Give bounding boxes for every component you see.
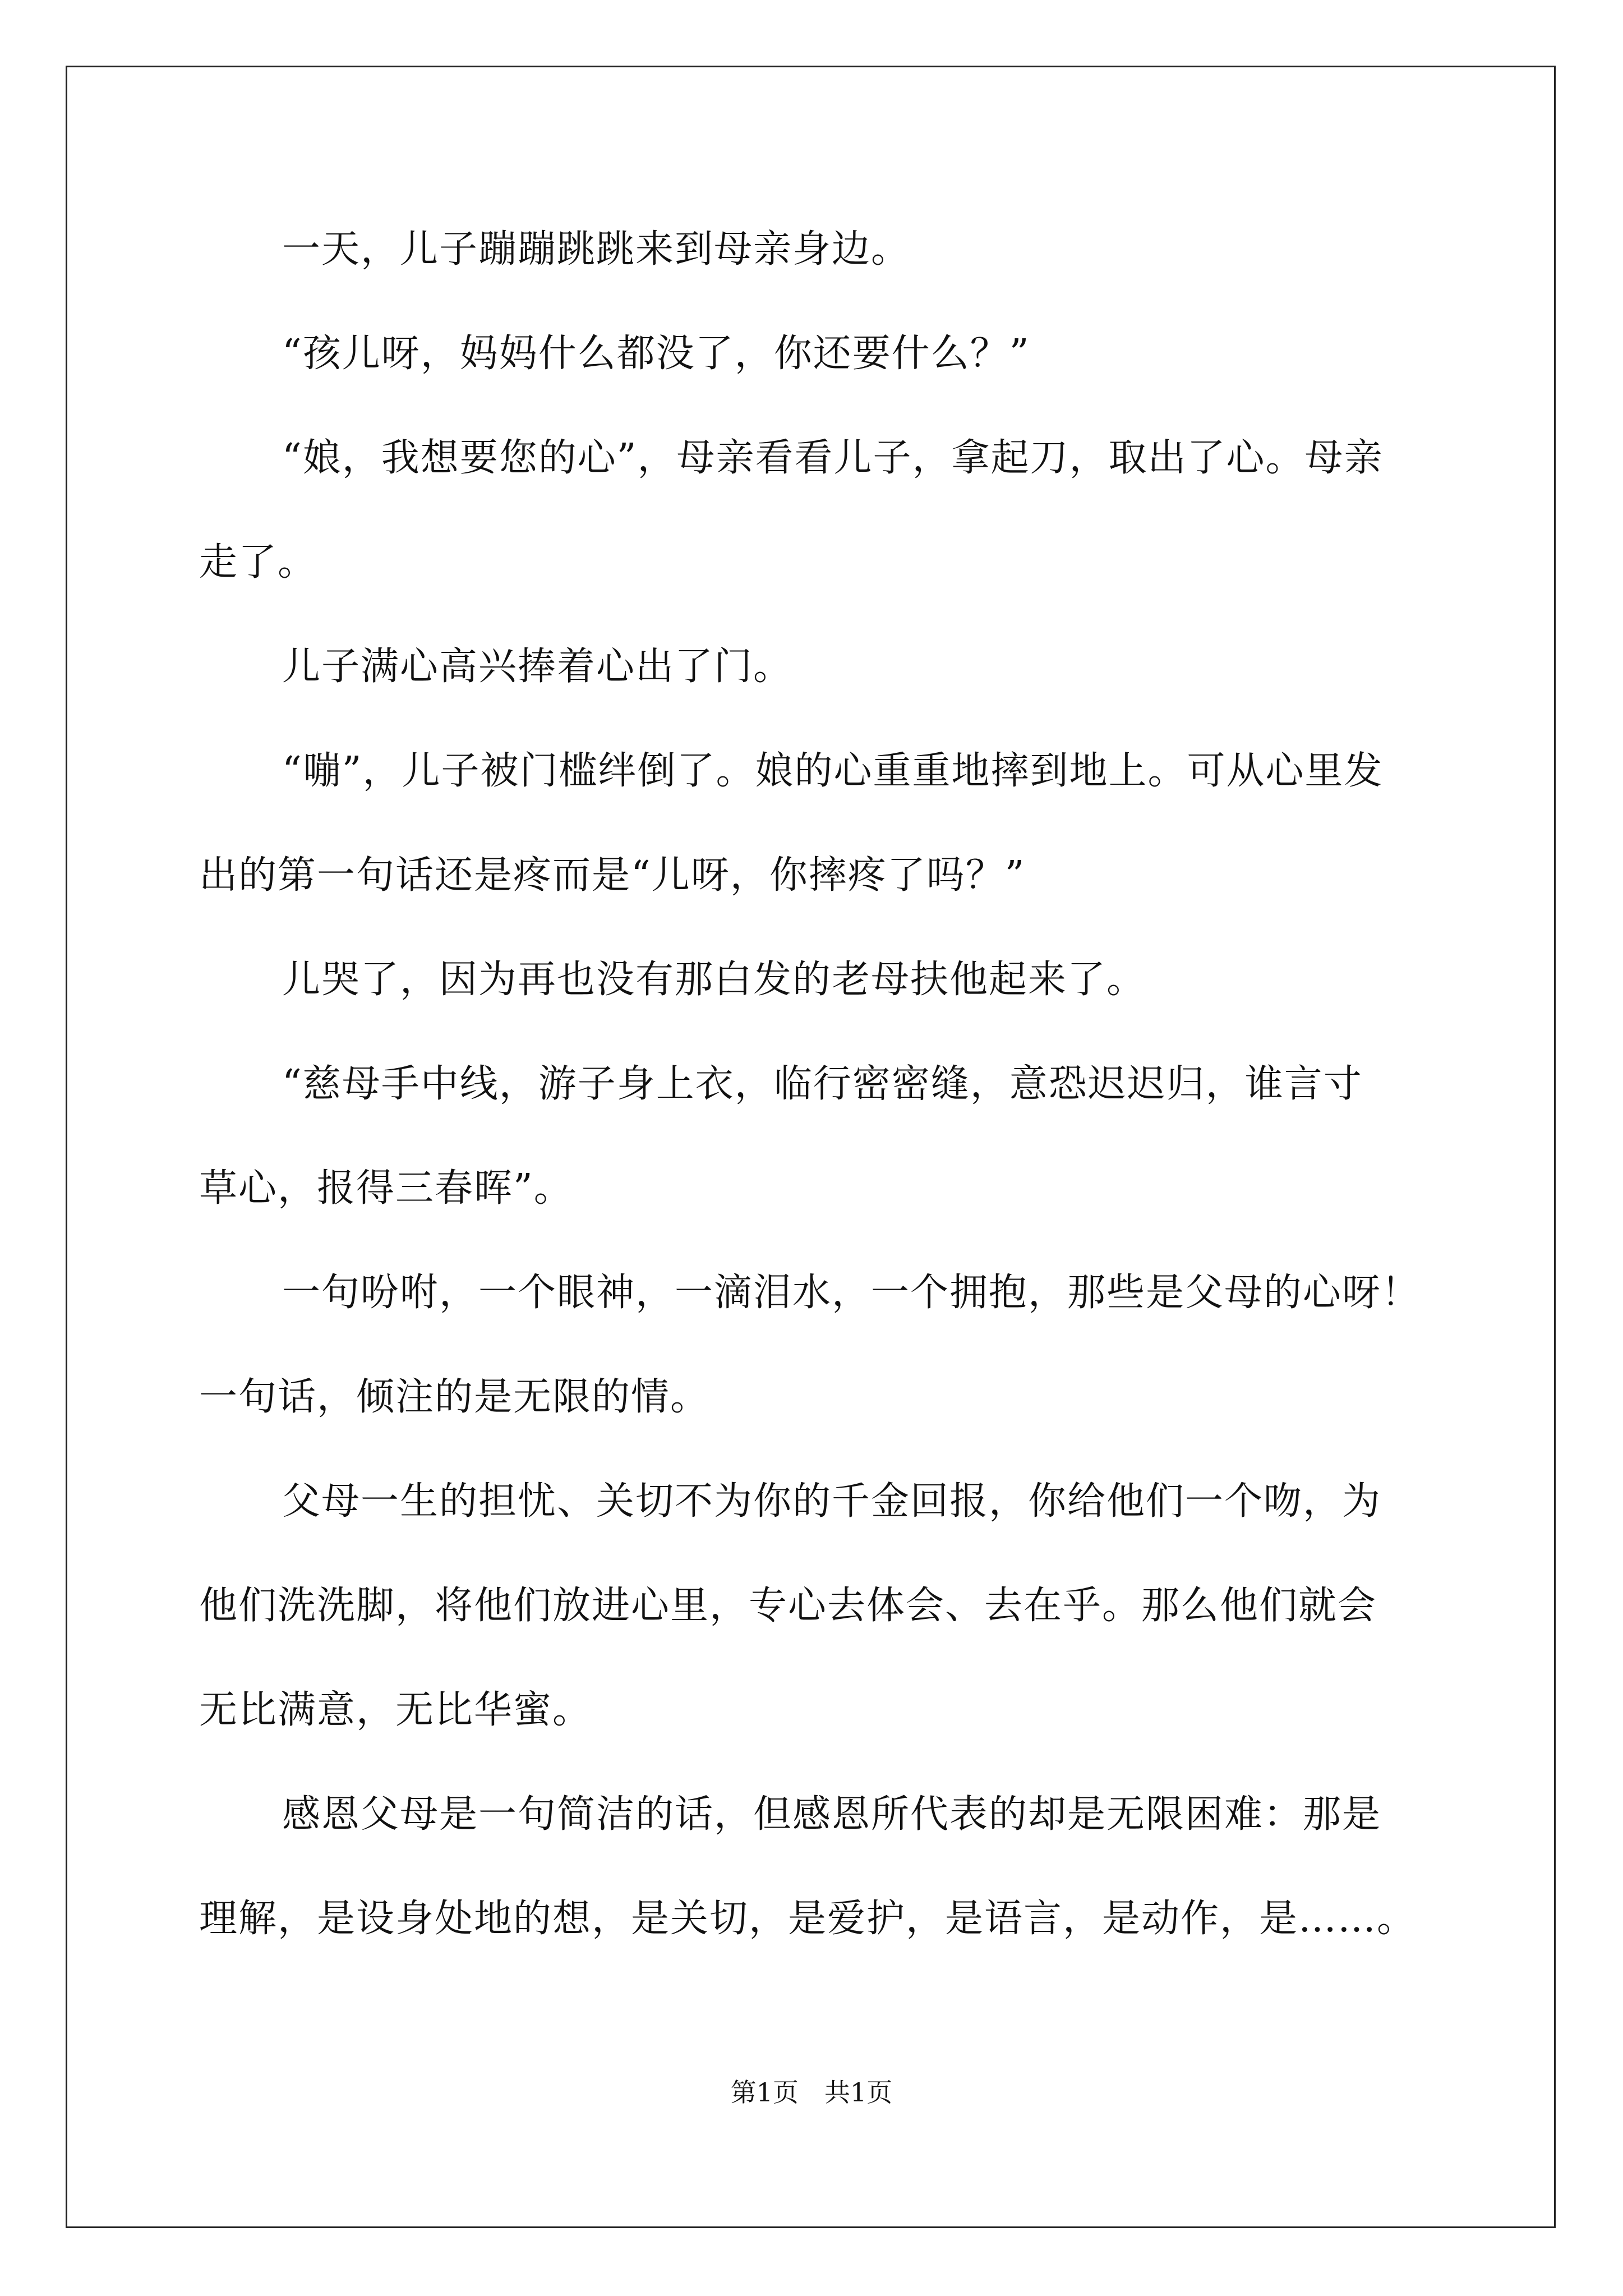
paragraph-line: 他们洗洗脚，将他们放进心里，专心去体会、去在乎。那么他们就会 (199, 1584, 1377, 1628)
paragraph-line: 一句吩咐，一个眼神，一滴泪水，一个拥抱，那些是父母的心呀！ (282, 1271, 1421, 1315)
page-number-footer: 第1页 共1页 (730, 2077, 893, 2108)
paragraph-line: “娘，我想要您的心”，母亲看看儿子，拿起刀，取出了心。母亲 (282, 436, 1384, 480)
paragraph-line: “孩儿呀，妈妈什么都没了，你还要什么？” (282, 332, 1030, 376)
paragraph-line: 儿哭了，因为再也没有那白发的老母扶他起来了。 (282, 958, 1146, 1002)
paragraph-line: 感恩父母是一句简洁的话，但感恩所代表的却是无限困难：那是 (282, 1792, 1382, 1837)
paragraph-line: 草心，报得三春晖”。 (199, 1166, 573, 1211)
paragraph-line: “慈母手中线，游子身上衣，临行密密缝，意恐迟迟归，谁言寸 (282, 1062, 1363, 1106)
paragraph-line: 父母一生的担忧、关切不为你的千金回报，你给他们一个吻，为 (282, 1479, 1382, 1524)
paragraph-line: 一天，儿子蹦蹦跳跳来到母亲身边。 (282, 227, 911, 272)
paragraph-line: “嘣”，儿子被门槛绊倒了。娘的心重重地摔到地上。可从心里发 (282, 749, 1384, 793)
paragraph-line: 走了。 (199, 540, 317, 585)
paragraph-line: 儿子满心高兴捧着心出了门。 (282, 645, 793, 689)
paragraph-line: 无比满意，无比华蜜。 (199, 1688, 592, 1732)
paragraph-line: 一句话，倾注的是无限的情。 (199, 1375, 710, 1419)
paragraph-line: 出的第一句话还是疼而是“儿呀，你摔疼了吗？” (199, 853, 1026, 898)
paragraph-line: 理解，是设身处地的想，是关切，是爱护，是语言，是动作，是……。 (199, 1897, 1417, 1941)
